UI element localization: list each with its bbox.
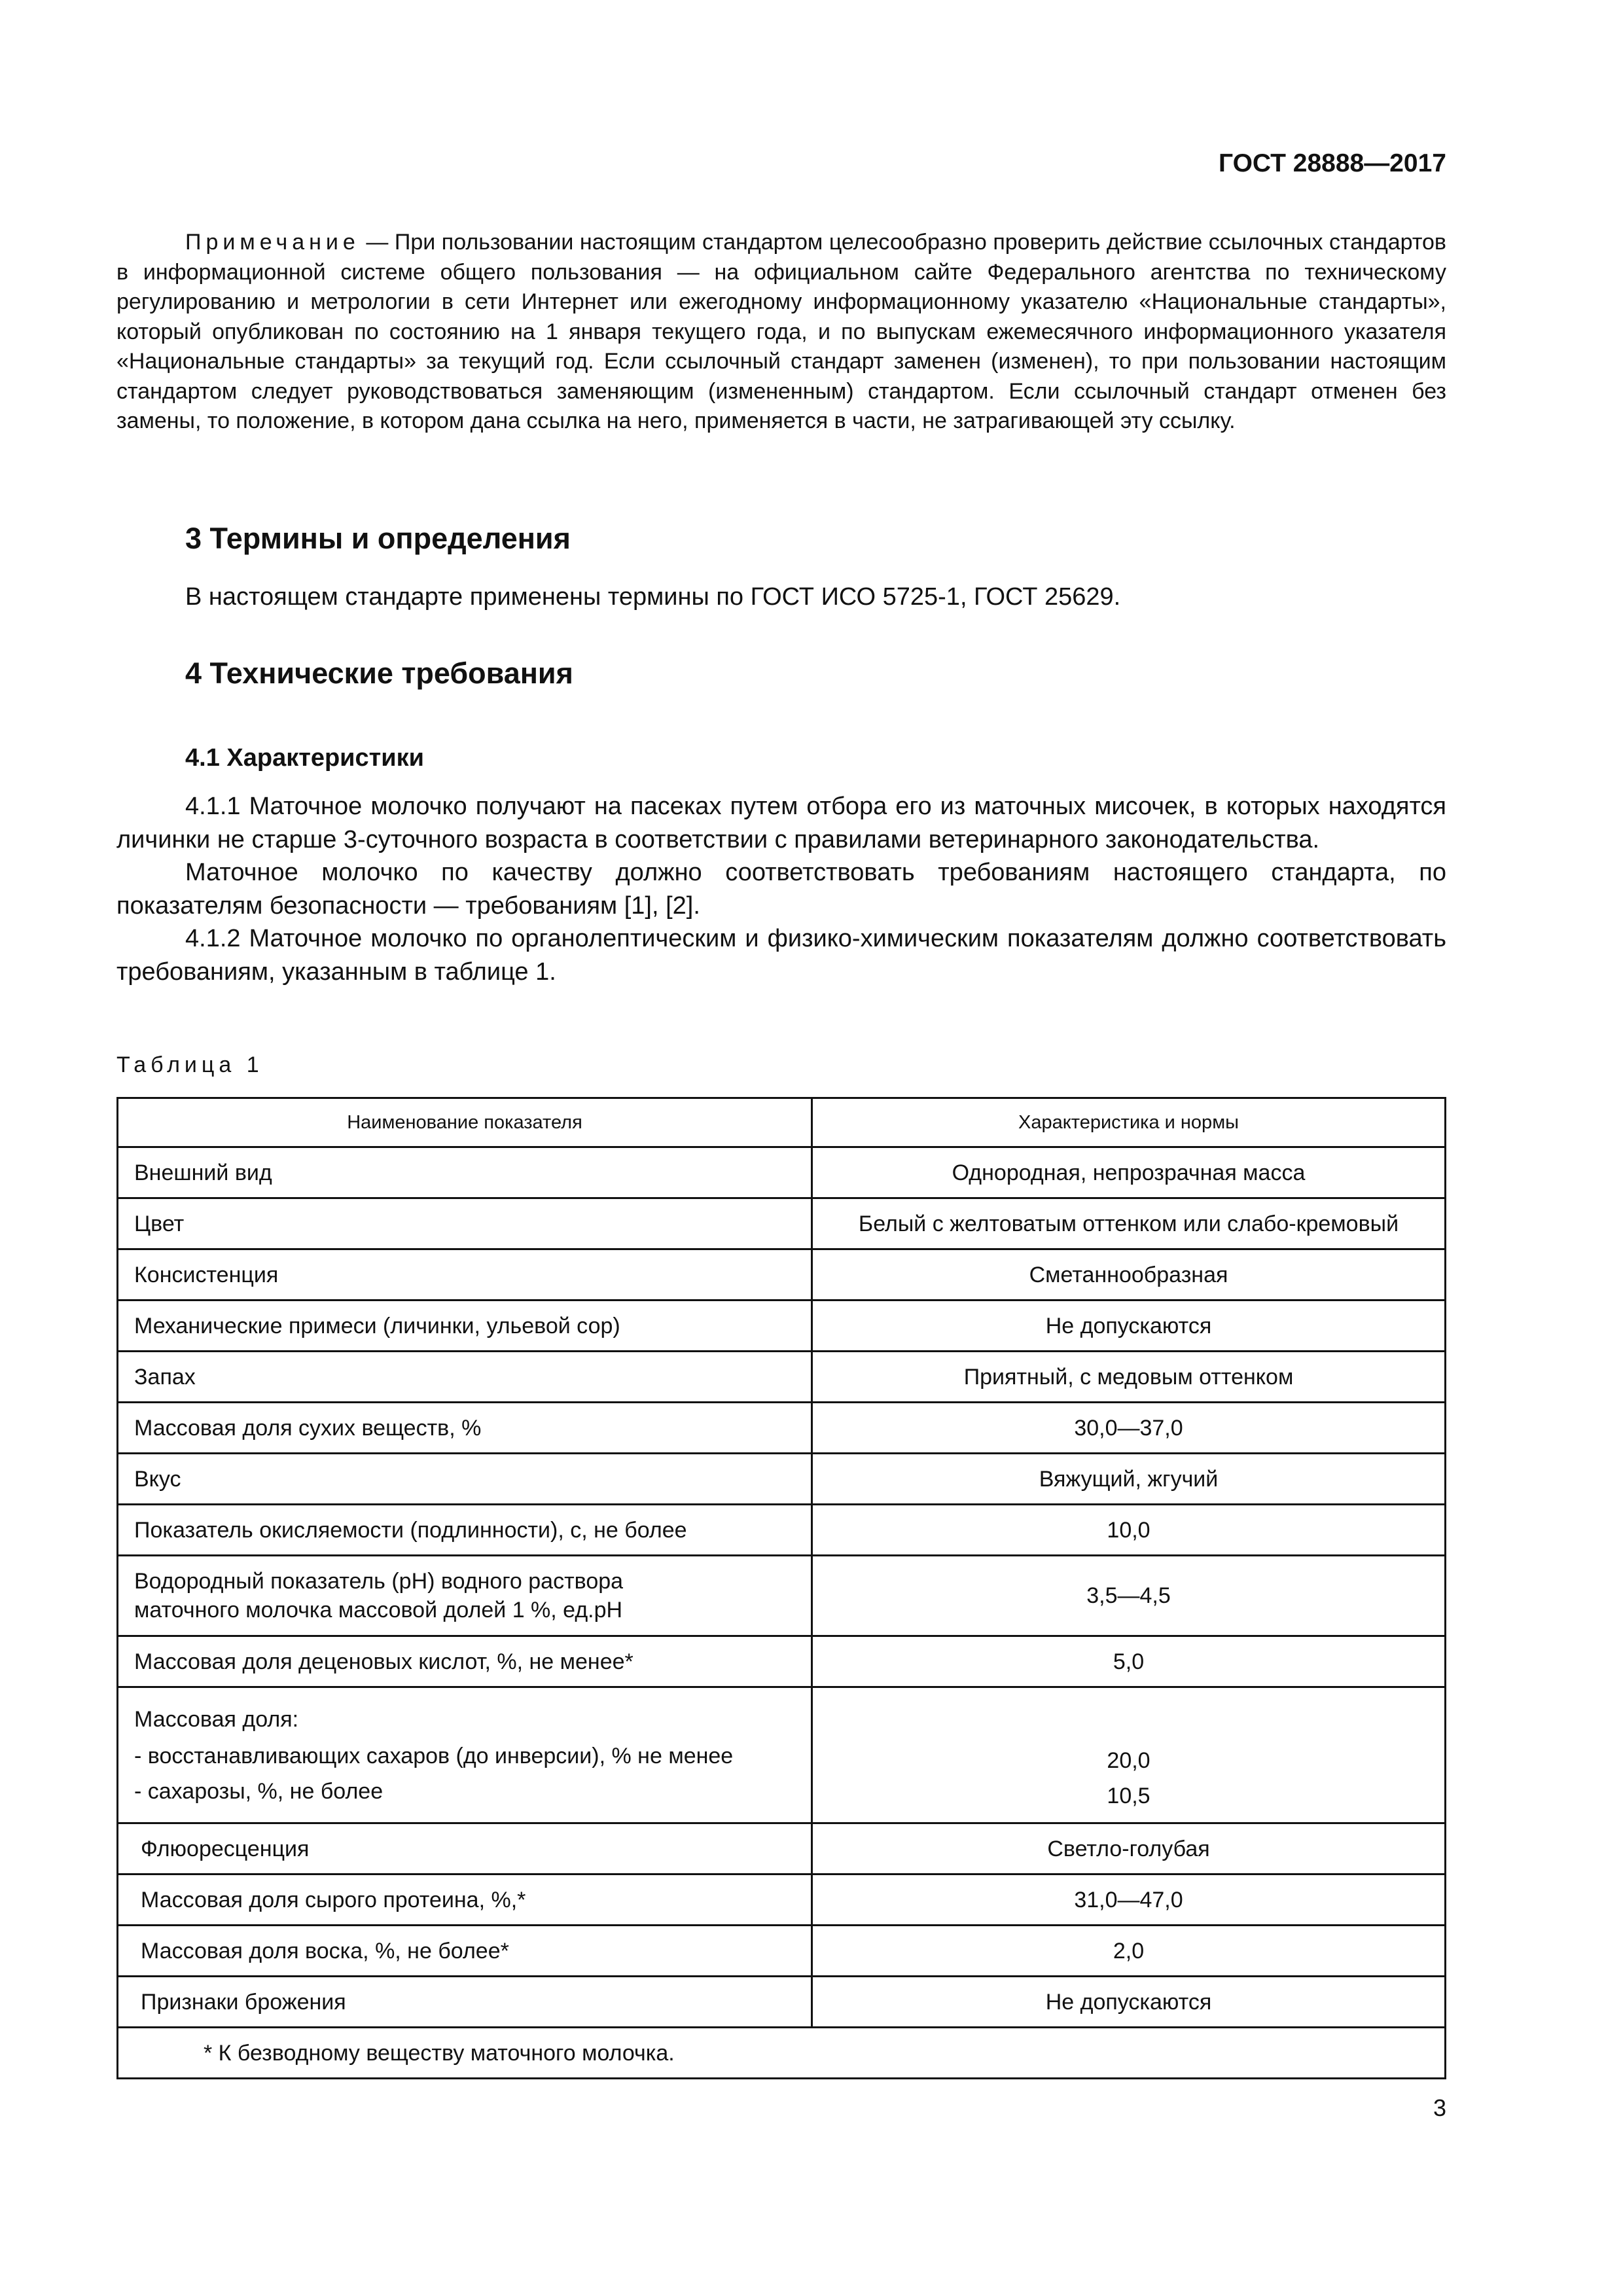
table-caption: Таблица 1 <box>116 1052 264 1077</box>
norm-cell: Приятный, с медовым оттенком <box>812 1352 1446 1403</box>
header-indicator: Наименование показателя <box>118 1098 812 1147</box>
table-footnote: * К безводному веществу маточного молочка. <box>118 2028 1446 2079</box>
table-row <box>118 1874 1446 1926</box>
mass-sub-sucrose: - сахарозы, %, не более <box>134 1778 383 1804</box>
mass-sub-sugars: - восстанавливающих сахаров (до инверсии), % не менее <box>134 1743 734 1768</box>
table-row-mass-fraction <box>118 1687 1446 1823</box>
indicator-cell: Массовая доля сухих веществ, % <box>118 1403 812 1454</box>
table-header-row <box>118 1098 1446 1147</box>
mass-value-sucrose: 10,5 <box>1107 1784 1150 1808</box>
ph-line-1: Водородный показатель (рН) водного раствора <box>134 1569 624 1594</box>
indicator-cell: Показатель окисляемости (подлинности), с, не более <box>118 1505 812 1556</box>
ph-line-2: маточного молочка массовой долей 1 %, ед.рН <box>134 1598 623 1623</box>
norm-cell: Не допускаются <box>812 1977 1446 2028</box>
page-number: 3 <box>1433 2094 1446 2121</box>
table-row-decene <box>118 1636 1446 1687</box>
table-row <box>118 1823 1446 1874</box>
norm-cell-ph: 3,5—4,5 <box>812 1556 1446 1636</box>
norm-cell: Сметаннообразная <box>812 1249 1446 1300</box>
section-4-body <box>116 790 1446 988</box>
indicator-cell: Признаки брожения <box>118 1977 812 2028</box>
mass-label: Массовая доля: <box>134 1706 299 1732</box>
table-row <box>118 1403 1446 1454</box>
indicator-cell: Запах <box>118 1352 812 1403</box>
note-paragraph <box>116 228 1446 437</box>
table-footnote-row <box>118 2028 1446 2079</box>
norm-cell: Вяжущий, жгучий <box>812 1454 1446 1505</box>
indicator-cell: Внешний вид <box>118 1147 812 1198</box>
table-row <box>118 1977 1446 2028</box>
norm-cell: 30,0—37,0 <box>812 1403 1446 1454</box>
section-4-title: 4 Технические требования <box>185 656 573 690</box>
section-3-text: В настоящем стандарте применены термины по ГОСТ ИСО 5725-1, ГОСТ 25629. <box>185 583 1121 611</box>
norm-cell: Белый с желтоватым оттенком или слабо-кремовый <box>812 1198 1446 1249</box>
indicator-cell: Цвет <box>118 1198 812 1249</box>
note-text: — При пользовании настоящим стандартом целесообразно проверить действие ссылочных стандартов в информационной системе общего пользования — на официальном сайте Федерального агентства по техническому регулированию и метрологии в сети Интернет или ежегодному информационному указателю «Национальные стандарты», который опубликован по состоянию на 1 января текущего года, и по выпускам ежемесячного информационного указателя «Национальные стандарты» за текущий год. Если ссылочный стандарт заменен (изменен), то при пользовании настоящим стандартом следует руководствоваться заменяющим (измененным) стандартом. Если ссылочный стандарт отменен без замены, то положение, в котором дана ссылка на него, применяется в части, не затрагивающей эту ссылку. <box>116 230 1446 433</box>
indicator-cell: Вкус <box>118 1454 812 1505</box>
indicator-cell: Флюоресценция <box>118 1823 812 1874</box>
table-row <box>118 1352 1446 1403</box>
section-4-1-title: 4.1 Характеристики <box>185 744 425 772</box>
norm-cell: 2,0 <box>812 1926 1446 1977</box>
table-row <box>118 1454 1446 1505</box>
indicator-cell: Массовая доля деценовых кислот, %, не менее* <box>118 1636 812 1687</box>
table-row <box>118 1926 1446 1977</box>
indicator-cell-mass <box>118 1687 812 1823</box>
table-row-ph <box>118 1556 1446 1636</box>
paragraph-4-1-1: 4.1.1 Маточное молочко получают на пасеках путем отбора его из маточных мисочек, в которых находятся личинки не старше 3-суточного возраста в соответствии с правилами ветеринарного законодательства. <box>116 793 1446 853</box>
table-row <box>118 1300 1446 1352</box>
indicator-cell: Массовая доля воска, %, не более* <box>118 1926 812 1977</box>
table-row <box>118 1198 1446 1249</box>
indicator-cell: Механические примеси (личинки, ульевой сор) <box>118 1300 812 1352</box>
indicator-cell-ph <box>118 1556 812 1636</box>
table-row <box>118 1249 1446 1300</box>
norm-cell: Светло-голубая <box>812 1823 1446 1874</box>
norm-cell: 31,0—47,0 <box>812 1874 1446 1926</box>
mass-value-sugars: 20,0 <box>1107 1748 1150 1773</box>
note-label: Примечание <box>185 230 360 255</box>
norm-cell: Однородная, непрозрачная масса <box>812 1147 1446 1198</box>
indicator-cell: Консистенция <box>118 1249 812 1300</box>
section-3-title: 3 Термины и определения <box>185 522 571 555</box>
header-norms: Характеристика и нормы <box>812 1098 1446 1147</box>
paragraph-quality: Маточное молочко по качеству должно соответствовать требованиям настоящего стандарта, по показателям безопасности — требованиям [1], [2]. <box>116 859 1446 920</box>
norm-cell-mass <box>812 1687 1446 1823</box>
norm-cell: Не допускаются <box>812 1300 1446 1352</box>
table-row <box>118 1147 1446 1198</box>
characteristics-table <box>116 1097 1446 2079</box>
indicator-cell: Массовая доля сырого протеина, %,* <box>118 1874 812 1926</box>
document-id: ГОСТ 28888—2017 <box>1219 149 1446 177</box>
paragraph-4-1-2: 4.1.2 Маточное молочко по органолептическим и физико-химическим показателям должно соответствовать требованиям, указанным в таблице 1. <box>116 925 1446 986</box>
norm-cell: 10,0 <box>812 1505 1446 1556</box>
table-row <box>118 1505 1446 1556</box>
norm-cell: 5,0 <box>812 1636 1446 1687</box>
